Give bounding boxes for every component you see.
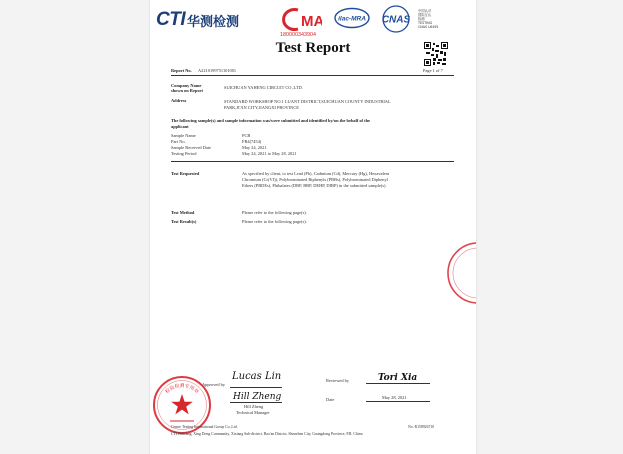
test-requested-line-3: Ethers (PBDEs), Phthalates (DBP, BBP, DEHP, DIBP) in the submitted sample(s). — [242, 183, 387, 188]
report-page — [150, 0, 476, 454]
test-method-label: Test Method — [171, 210, 195, 215]
ilac-mra-logo — [332, 7, 372, 29]
date-label: Date — [326, 397, 335, 402]
testing-period-value: May 24, 2021 to May 28, 2021 — [242, 151, 297, 156]
company-label-line-1: Company Name — [171, 83, 202, 88]
cnas-line-1: 中国认可 — [418, 9, 432, 13]
address-label: Address — [171, 98, 187, 103]
date-line — [366, 401, 430, 402]
cnas-logo — [375, 5, 417, 33]
approver-signature-text: Hill Zheng — [233, 392, 282, 402]
seal-text: 检验检测专用章 — [164, 384, 200, 396]
sample-name-value: PCB — [242, 133, 251, 138]
date-value: May 28, 2021 — [382, 395, 407, 400]
cnas-logo-text: CNAS — [381, 14, 411, 26]
reviewer-signature-text: Tori Xia — [378, 373, 418, 383]
samples-rule — [171, 161, 454, 162]
approver-signature-top — [232, 366, 281, 384]
test-results-value: Please refer to the following page(s). — [242, 219, 307, 224]
address-line-2: PARK,JI'AN CITY,JIANGXI PROVINCE — [224, 105, 299, 110]
company-label-line-2: shown on Report — [171, 88, 203, 93]
part-no-label: Part No. — [171, 139, 186, 144]
cnas-line-3: 检测 — [418, 17, 425, 21]
part-no-value: FR4(7454) — [242, 139, 262, 144]
footer-number: No. R158926710 — [408, 425, 435, 429]
reviewed-by-label: Reviewed by — [326, 378, 350, 383]
ilac-mra-text: ilac-MRA — [338, 15, 366, 23]
test-results-label: Test Result(s) — [171, 219, 197, 224]
cnas-line-2: 国际互认 — [418, 13, 432, 17]
header-rule — [171, 75, 454, 76]
address-line-1: STANDARD WORKSHOP NO.1 LUANT DISTRICT,SUICHUAN COUNTY INDUSTRIAL — [224, 99, 391, 104]
cma-logo-text: MA — [301, 13, 322, 30]
cti-chinese-name: 华测检测 — [187, 15, 240, 30]
report-no-label: Report No. — [171, 68, 192, 73]
samples-intro-line-1: The following sample(s) and sample information was/were submitted and identified by/on the behalf of the — [171, 118, 370, 123]
testing-period-label: Testing Period — [171, 151, 197, 156]
received-date-label: Sample Received Date — [171, 145, 211, 150]
page-title: Test Report — [275, 40, 351, 56]
received-date-value: May 24, 2021 — [242, 145, 267, 150]
company-name: SUICHUAN YAHENG CIRCUIT CO.,LTD. — [224, 85, 303, 90]
reviewer-line — [366, 383, 430, 384]
cnas-line-4: TESTING — [418, 21, 433, 25]
footer-address: CTI Building, Xing Dong Community, Xixiang Sub-district, Bao'an District, Shenzhen City, Guangdong Province, P.R. China — [171, 432, 363, 436]
approved-by-label: Approved by — [202, 382, 226, 387]
approver-name: Hill Zheng — [244, 404, 264, 409]
approver-title: Technical Manager — [236, 410, 270, 415]
cnas-small-text — [418, 9, 438, 29]
report-no: A2210199751101001 — [198, 68, 237, 73]
qr-code — [424, 42, 448, 66]
footer-company: Centre Testing International Group Co.,Ltd. — [171, 425, 238, 429]
approver-signature-top-text: Lucas Lin — [232, 371, 282, 382]
test-requested-label: Test Requested — [171, 171, 200, 176]
cnas-line-5: CNAS L6495 — [418, 25, 439, 29]
edge-seal — [444, 238, 476, 308]
cma-number: 180000343904 — [280, 32, 316, 37]
test-method-value: Please refer to the following page(s). — [242, 210, 307, 215]
cti-logo: CTI — [156, 9, 186, 30]
page-number: Page 1 of 7 — [423, 68, 443, 73]
sample-name-label: Sample Name — [171, 133, 196, 138]
cma-logo — [274, 7, 322, 37]
approver-line-2 — [230, 402, 282, 403]
samples-intro-line-2: applicant — [171, 124, 189, 129]
test-requested-line-2: Chromium (Cr(VI)), Polybrominated Biphenyls (PBBs), Polybrominated Diphenyl — [242, 177, 388, 182]
test-requested-line-1: As specified by client, to test Lead (Pb), Cadmium (Cd), Mercury (Hg), Hexavalent — [242, 171, 390, 176]
